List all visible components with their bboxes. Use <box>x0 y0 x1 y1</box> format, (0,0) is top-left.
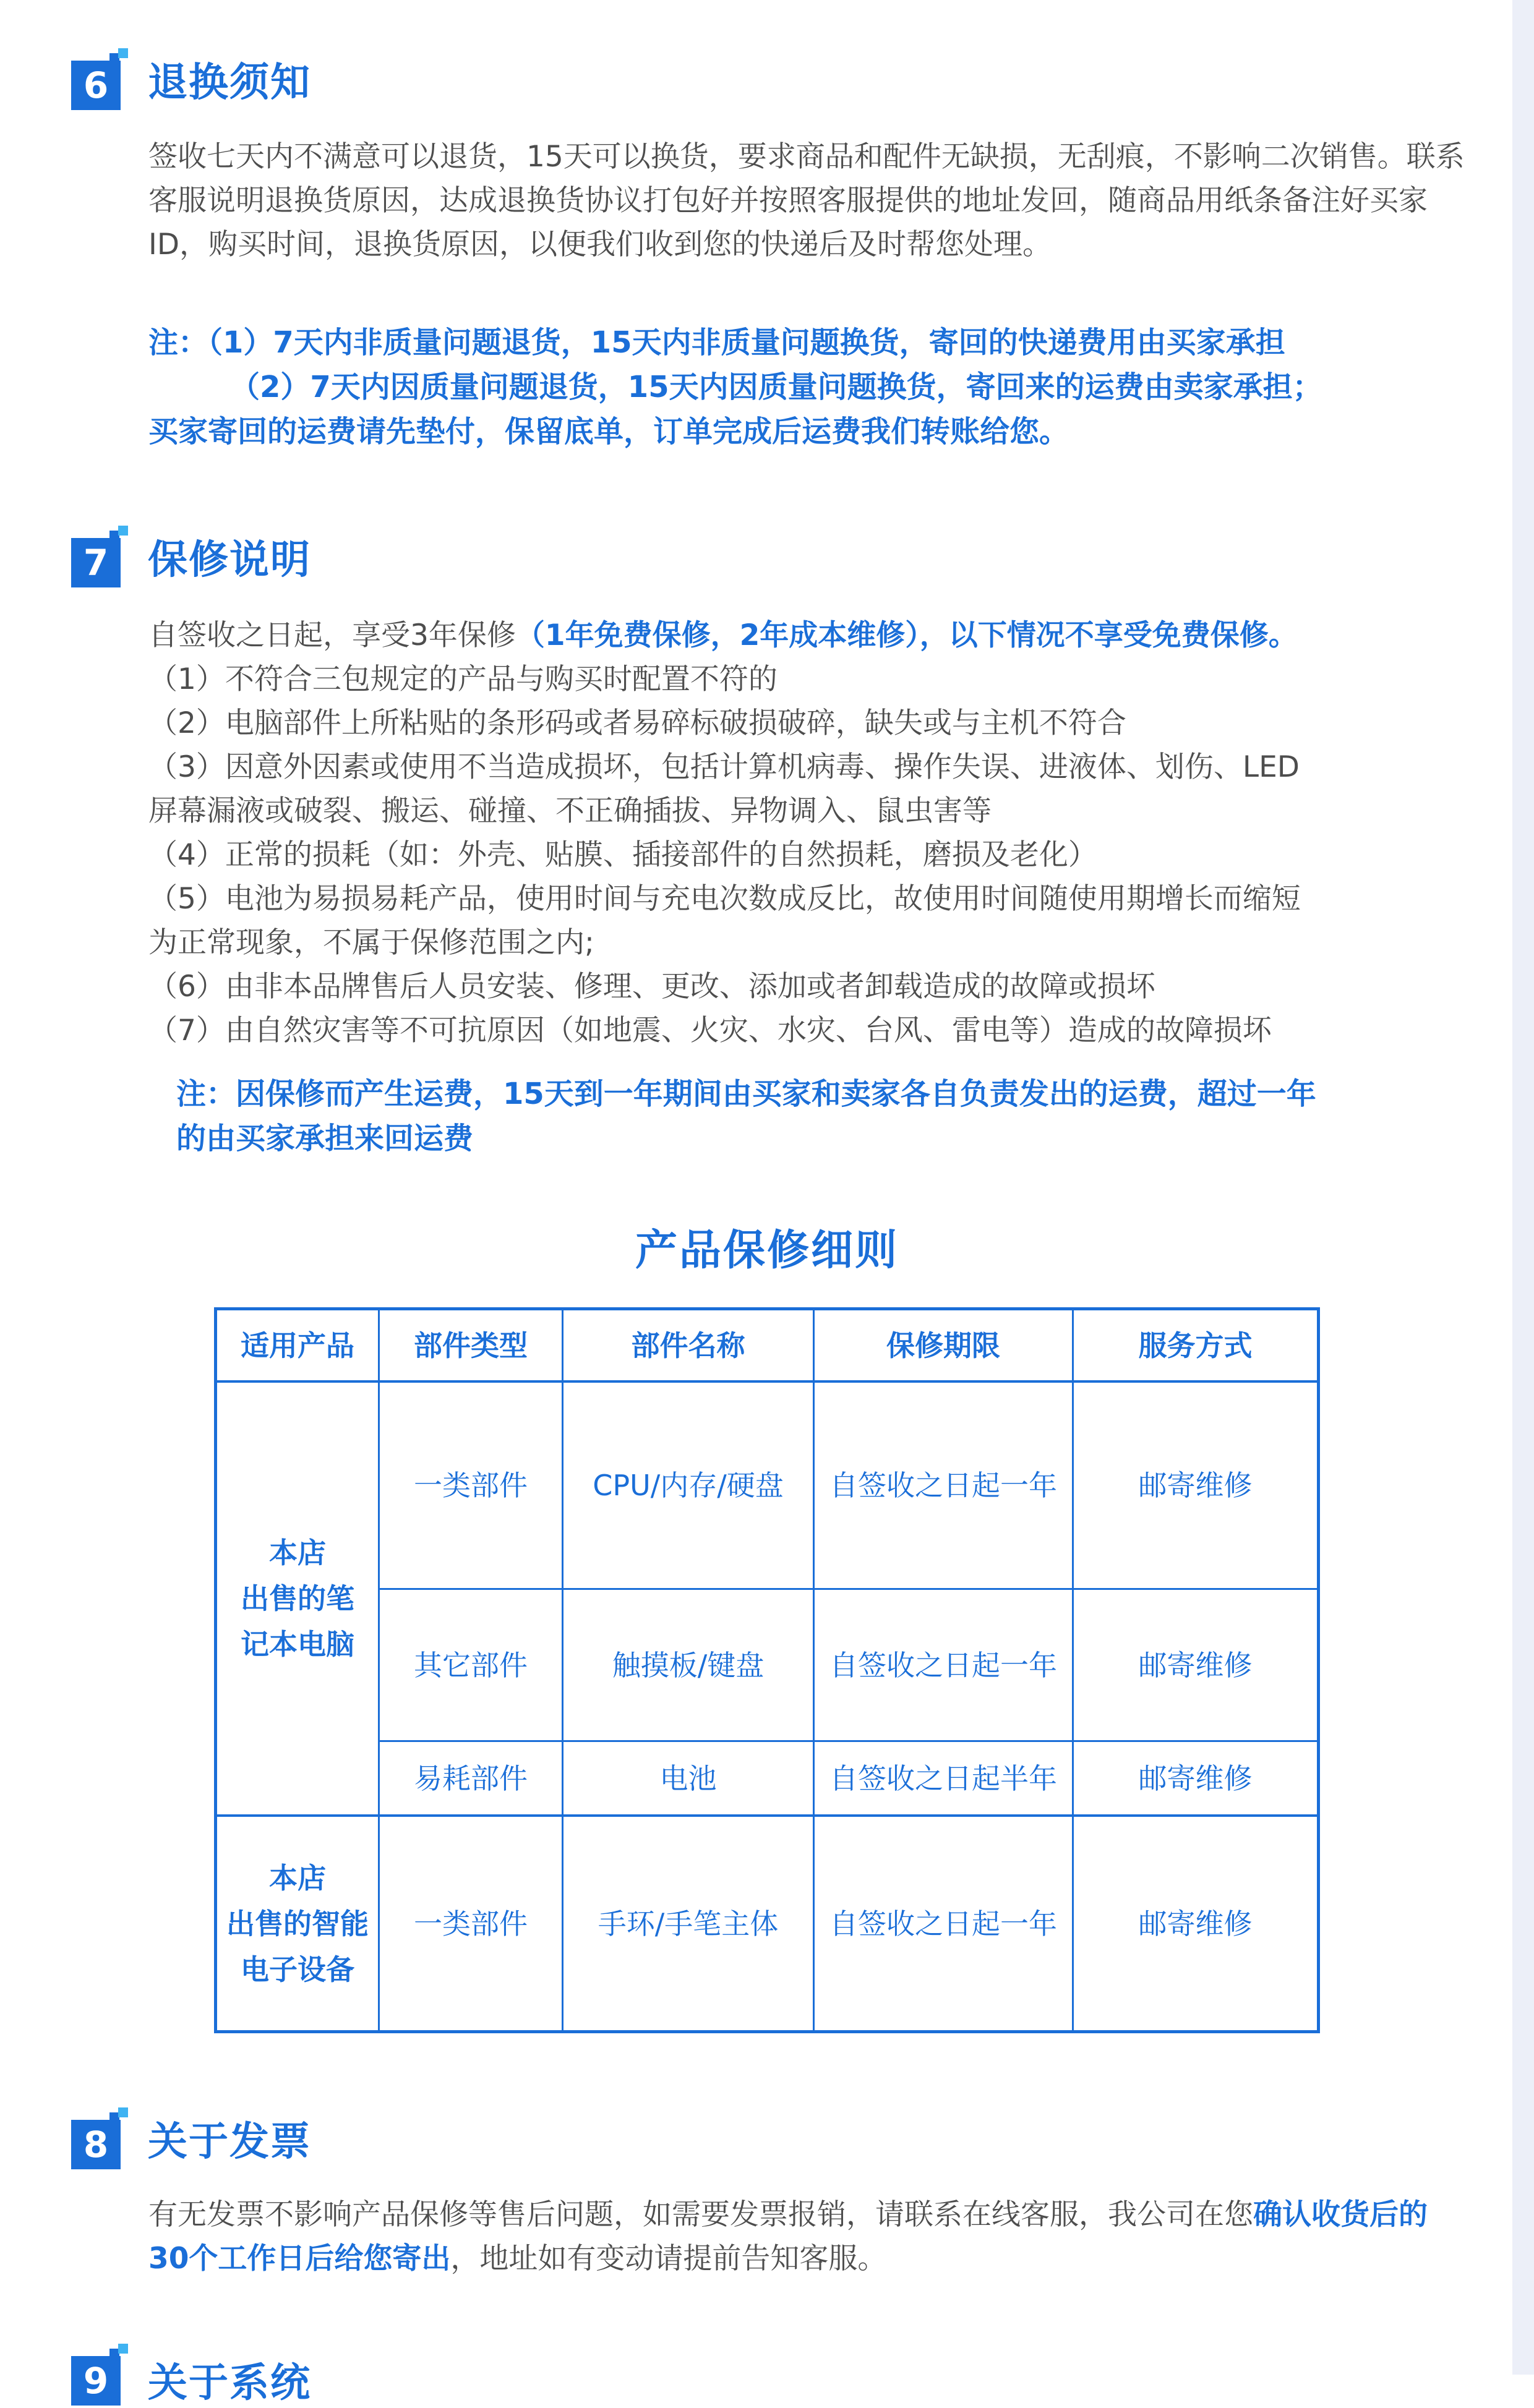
list-item: （1）不符合三包规定的产品与购买时配置不符的 <box>148 662 778 696</box>
section-6-header <box>71 42 311 116</box>
table-cell-part-name: 触摸板/键盘 <box>612 1648 765 1682</box>
warranty-note-1: 注：因保修而产生运费，15天到一年期间由买家和卖家各自负责发出的运费，超过一年 <box>176 1077 1316 1111</box>
table-cell-service: 邮寄维修 <box>1138 1761 1253 1795</box>
warranty-intro-prefix: 自签收之日起，享受3年保修 <box>148 618 516 652</box>
table-cell-part-name: 电池 <box>659 1761 717 1795</box>
badge-corner-icon <box>109 2107 128 2126</box>
section-6-badge <box>71 48 133 110</box>
section-title: 关于系统 <box>148 2360 311 2406</box>
table-cell-period: 自签收之日起一年 <box>829 1469 1057 1502</box>
list-item: 屏幕漏液或破裂、搬运、碰撞、不正确插拔、异物调入、鼠虫害等 <box>148 794 992 828</box>
table-title: 产品保修细则 <box>635 1226 899 1275</box>
list-item: （6）由非本品牌售后人员安装、修理、更改、添加或者卸载造成的故障或损坏 <box>148 970 1155 1004</box>
section-7-header <box>71 519 311 594</box>
table-header-product: 适用产品 <box>241 1328 354 1362</box>
table-header-service: 服务方式 <box>1138 1328 1253 1362</box>
table-cell-part-type: 易耗部件 <box>414 1761 528 1795</box>
table-cell-product: 本店 出售的笔 记本电脑 <box>241 1536 354 1661</box>
table-header-period: 保修期限 <box>886 1328 1000 1362</box>
table-cell-part-type: 一类部件 <box>414 1469 528 1502</box>
warranty-intro-highlight: （1年免费保修，2年成本维修），以下情况不享受免费保修。 <box>515 618 1298 652</box>
table-header-part-name: 部件名称 <box>631 1328 745 1362</box>
badge-corner-icon <box>109 526 128 544</box>
returns-note-2: （2）7天内因质量问题退货，15天内因质量问题换货，寄回来的运费由卖家承担； <box>230 370 1322 404</box>
list-item: （5）电池为易损易耗产品，使用时间与充电次数成反比，故使用时间随使用期增长而缩短 <box>148 882 1301 916</box>
table-cell-period: 自签收之日起一年 <box>829 1648 1057 1682</box>
table-header-part-type: 部件类型 <box>414 1328 528 1362</box>
section-8-badge <box>71 2107 133 2169</box>
warranty-exclusion-list <box>148 657 1485 1052</box>
section-number: 6 <box>71 61 121 110</box>
table-cell-period: 自签收之日起半年 <box>829 1761 1057 1795</box>
warranty-table <box>214 1307 1320 2033</box>
invoice-text-before: 有无发票不影响产品保修等售后问题，如需要发票报销，请联系在线客服，我公司在您 <box>148 2198 1253 2232</box>
invoice-text-highlight: 确认收货后的30个工作日后给您寄出 <box>148 2198 1428 2276</box>
list-item: 为正常现象，不属于保修范围之内; <box>148 926 594 960</box>
table-cell-service: 邮寄维修 <box>1138 1648 1253 1682</box>
returns-note-1: 注：（1）7天内非质量问题退货，15天内非质量问题换货，寄回的快递费用由买家承担 <box>148 325 1285 360</box>
table-cell-service: 邮寄维修 <box>1138 1906 1253 1940</box>
section-8-header <box>71 2101 311 2175</box>
section-number: 7 <box>71 538 121 587</box>
table-cell-part-type: 其它部件 <box>414 1648 528 1682</box>
section-title: 保修说明 <box>148 537 311 583</box>
badge-corner-icon <box>109 2344 128 2362</box>
section-title: 退换须知 <box>148 60 311 106</box>
table-cell-period: 自签收之日起一年 <box>829 1906 1057 1940</box>
warranty-intro <box>148 613 1488 657</box>
section-9-badge <box>71 2344 133 2406</box>
warranty-note-2: 的由买家承担来回运费 <box>176 1121 474 1156</box>
list-item: （7）由自然灾害等不可抗原因（如地震、火灾、水灾、台风、雷电等）造成的故障损坏 <box>148 1014 1272 1048</box>
section-7-badge <box>71 526 133 587</box>
invoice-paragraph <box>148 2193 1457 2281</box>
section-number: 8 <box>71 2120 121 2169</box>
table-cell-part-name: CPU/内存/硬盘 <box>593 1469 784 1502</box>
returns-note-3: 买家寄回的运费请先垫付，保留底单，订单完成后运费我们转账给您。 <box>148 414 1069 449</box>
returns-paragraph: 签收七天内不满意可以退货，15天可以换货，要求商品和配件无缺损，无刮痕，不影响二次销售。联系客服说明退换货原因，达成退换货协议打包好并按照客服提供的地址发回，随商品用纸条备注好买家ID，购买时间，退换货原因，以便我们收到您的快递后及时帮您处理。 <box>148 140 1465 262</box>
table-cell-service: 邮寄维修 <box>1138 1469 1253 1502</box>
table-cell-part-name: 手环/手笔主体 <box>598 1906 779 1940</box>
table-cell-part-type: 一类部件 <box>414 1906 528 1940</box>
page-edge <box>1512 0 1534 2375</box>
section-number: 9 <box>71 2356 121 2406</box>
list-item: （2）电脑部件上所粘贴的条形码或者易碎标破损破碎，缺失或与主机不符合 <box>148 706 1126 740</box>
badge-corner-icon <box>109 48 128 67</box>
table-cell-product: 本店 出售的智能 电子设备 <box>226 1861 369 1986</box>
list-item: （4）正常的损耗（如：外壳、贴膜、插接部件的自然损耗，磨损及老化） <box>148 838 1097 872</box>
section-9-header <box>71 2344 311 2406</box>
invoice-text-after: ，地址如有变动请提前告知客服。 <box>450 2242 887 2276</box>
section-title: 关于发票 <box>148 2119 311 2165</box>
list-item: （3）因意外因素或使用不当造成损坏，包括计算机病毒、操作失误、进液体、划伤、LED <box>148 750 1300 784</box>
